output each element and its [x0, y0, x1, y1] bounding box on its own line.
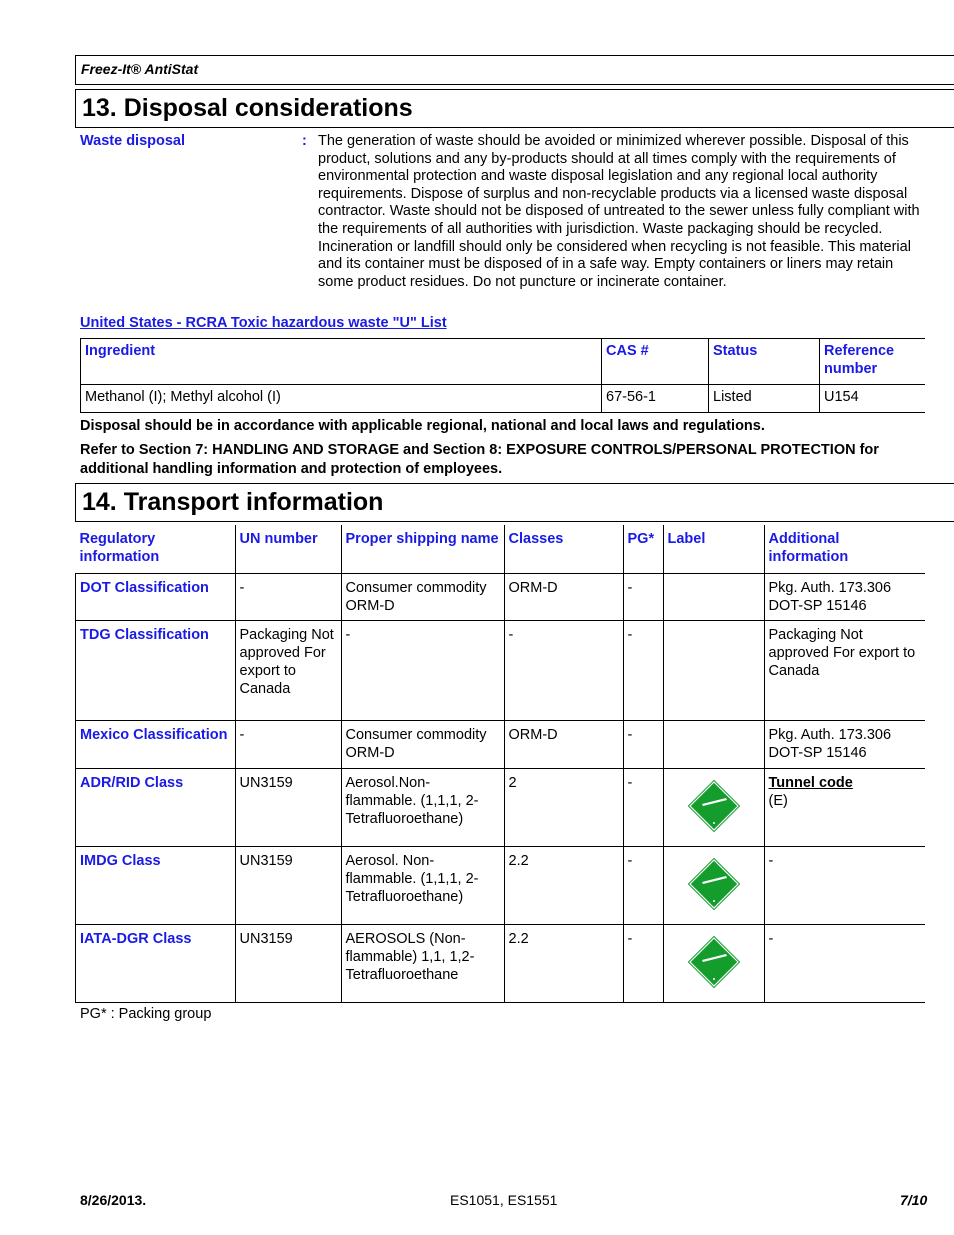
row-mexico-name: Consumer commodity ORM-D — [341, 720, 504, 768]
row-mexico-class: ORM-D — [504, 720, 623, 768]
row-iata-additional: - — [764, 924, 925, 1002]
row-dot-reg: DOT Classification — [76, 573, 236, 620]
table-row — [76, 846, 926, 924]
row-tdg-reg: TDG Classification — [76, 620, 236, 720]
row-dot-additional: Pkg. Auth. 173.306 DOT-SP 15146 — [764, 573, 925, 620]
rcra-cell-cas: 67-56-1 — [602, 385, 709, 413]
rcra-table — [80, 338, 925, 413]
row-adr-class: 2 — [504, 768, 623, 846]
waste-disposal-label: Waste disposal — [80, 133, 186, 149]
row-iata-class: 2.2 — [504, 924, 623, 1002]
table-row — [81, 385, 926, 413]
waste-disposal-text: The generation of waste should be avoided or minimized wherever possible. Disposal of this product, solutions and any by-products should at all times comply with the requirements of environmental protection and waste disposal legislation and any regional local authority requirements. Dispose of surplus and non-recyclable products via a licensed waste disposal contractor. Waste should not be disposed of untreated to the sewer unless fully compliant with the requirements of all authorities with jurisdiction. Waste packaging should be recycled. Incineration or landfill should only be considered when recycling is not feasible. This material and its container must be disposed of in a safe way. Empty containers or liners may retain some product residues. Do not puncture or incinerate container. — [318, 133, 920, 290]
table-row — [76, 720, 926, 768]
row-mexico-un: - — [235, 720, 341, 768]
row-imdg-label — [663, 846, 764, 924]
header-regulatory: Regulatory information — [76, 525, 236, 573]
row-adr-additional — [764, 768, 925, 846]
footer-date: 8/26/2013. — [80, 1192, 147, 1208]
row-iata-pg: - — [623, 924, 663, 1002]
rcra-cell-reference: U154 — [820, 385, 926, 413]
header-shipping-name: Proper shipping name — [341, 525, 504, 573]
row-imdg-name: Aerosol. Non-flammable. (1,1,1, 2-Tetrafluoroethane) — [341, 846, 504, 924]
non-flammable-gas-diamond-icon — [686, 934, 742, 990]
row-iata-un: UN3159 — [235, 924, 341, 1002]
label-colon: : — [302, 133, 307, 149]
product-name: Freez-It® AntiStat — [81, 61, 199, 77]
table-row — [76, 620, 926, 720]
document-header — [75, 55, 954, 85]
header-additional: Additional information — [764, 525, 925, 573]
row-tdg-un: Packaging Not approved For export to Canada — [235, 620, 341, 720]
row-adr-pg: - — [623, 768, 663, 846]
transport-header-row — [76, 525, 926, 573]
rcra-cell-status: Listed — [709, 385, 820, 413]
row-tdg-pg: - — [623, 620, 663, 720]
row-iata-label — [663, 924, 764, 1002]
row-iata-reg: IATA-DGR Class — [76, 924, 236, 1002]
row-dot-un: - — [235, 573, 341, 620]
row-mexico-pg: - — [623, 720, 663, 768]
rcra-header-row — [81, 339, 926, 385]
non-flammable-gas-diamond-icon — [686, 856, 742, 912]
row-dot-class: ORM-D — [504, 573, 623, 620]
row-adr-un: UN3159 — [235, 768, 341, 846]
row-iata-name: AEROSOLS (Non-flammable) 1,1, 1,2-Tetrafluoroethane — [341, 924, 504, 1002]
row-adr-label — [663, 768, 764, 846]
row-tdg-label — [663, 620, 764, 720]
row-imdg-un: UN3159 — [235, 846, 341, 924]
row-imdg-reg: IMDG Class — [76, 846, 236, 924]
disposal-note: Disposal should be in accordance with applicable regional, national and local laws and regulations. — [80, 418, 765, 434]
rcra-header-reference: Reference number — [820, 339, 926, 385]
footer-doc-code: ES1051, ES1551 — [450, 1192, 558, 1208]
footer-page-number: 7/10 — [900, 1192, 928, 1208]
table-row — [76, 924, 926, 1002]
row-mexico-label — [663, 720, 764, 768]
row-tdg-additional: Packaging Not approved For export to Canada — [764, 620, 925, 720]
row-adr-reg: ADR/RID Class — [76, 768, 236, 846]
tunnel-code-title: Tunnel code — [768, 774, 853, 791]
rcra-list-link[interactable]: United States - RCRA Toxic hazardous waste "U" List — [80, 315, 447, 331]
rcra-header-status: Status — [709, 339, 820, 385]
header-un-number: UN number — [235, 525, 341, 573]
rcra-header-ingredient: Ingredient — [81, 339, 602, 385]
refer-note: Refer to Section 7: HANDLING AND STORAGE and Section 8: EXPOSURE CONTROLS/PERSONAL PROTECTION for additional handling information and protection of employees. — [80, 442, 879, 477]
row-imdg-pg: - — [623, 846, 663, 924]
row-adr-name: Aerosol.Non-flammable. (1,1,1, 2-Tetrafluoroethane) — [341, 768, 504, 846]
packing-group-footnote: PG* : Packing group — [80, 1006, 212, 1022]
row-dot-name: Consumer commodity ORM-D — [341, 573, 504, 620]
section-13-title: 13. Disposal considerations — [75, 89, 954, 128]
row-dot-pg: - — [623, 573, 663, 620]
row-mexico-additional: Pkg. Auth. 173.306 DOT-SP 15146 — [764, 720, 925, 768]
transport-table — [75, 525, 925, 1003]
table-row — [76, 573, 926, 620]
rcra-header-cas: CAS # — [602, 339, 709, 385]
tunnel-code-value: (E) — [768, 792, 788, 809]
row-mexico-reg: Mexico Classification — [76, 720, 236, 768]
rcra-cell-ingredient: Methanol (I); Methyl alcohol (I) — [81, 385, 602, 413]
table-row — [76, 768, 926, 846]
row-tdg-class: - — [504, 620, 623, 720]
section-14-title: 14. Transport information — [75, 483, 954, 522]
row-imdg-class: 2.2 — [504, 846, 623, 924]
header-classes: Classes — [504, 525, 623, 573]
row-tdg-name: - — [341, 620, 504, 720]
header-label: Label — [663, 525, 764, 573]
non-flammable-gas-diamond-icon — [686, 778, 742, 834]
header-pg: PG* — [623, 525, 663, 573]
row-imdg-additional: - — [764, 846, 925, 924]
row-dot-label — [663, 573, 764, 620]
